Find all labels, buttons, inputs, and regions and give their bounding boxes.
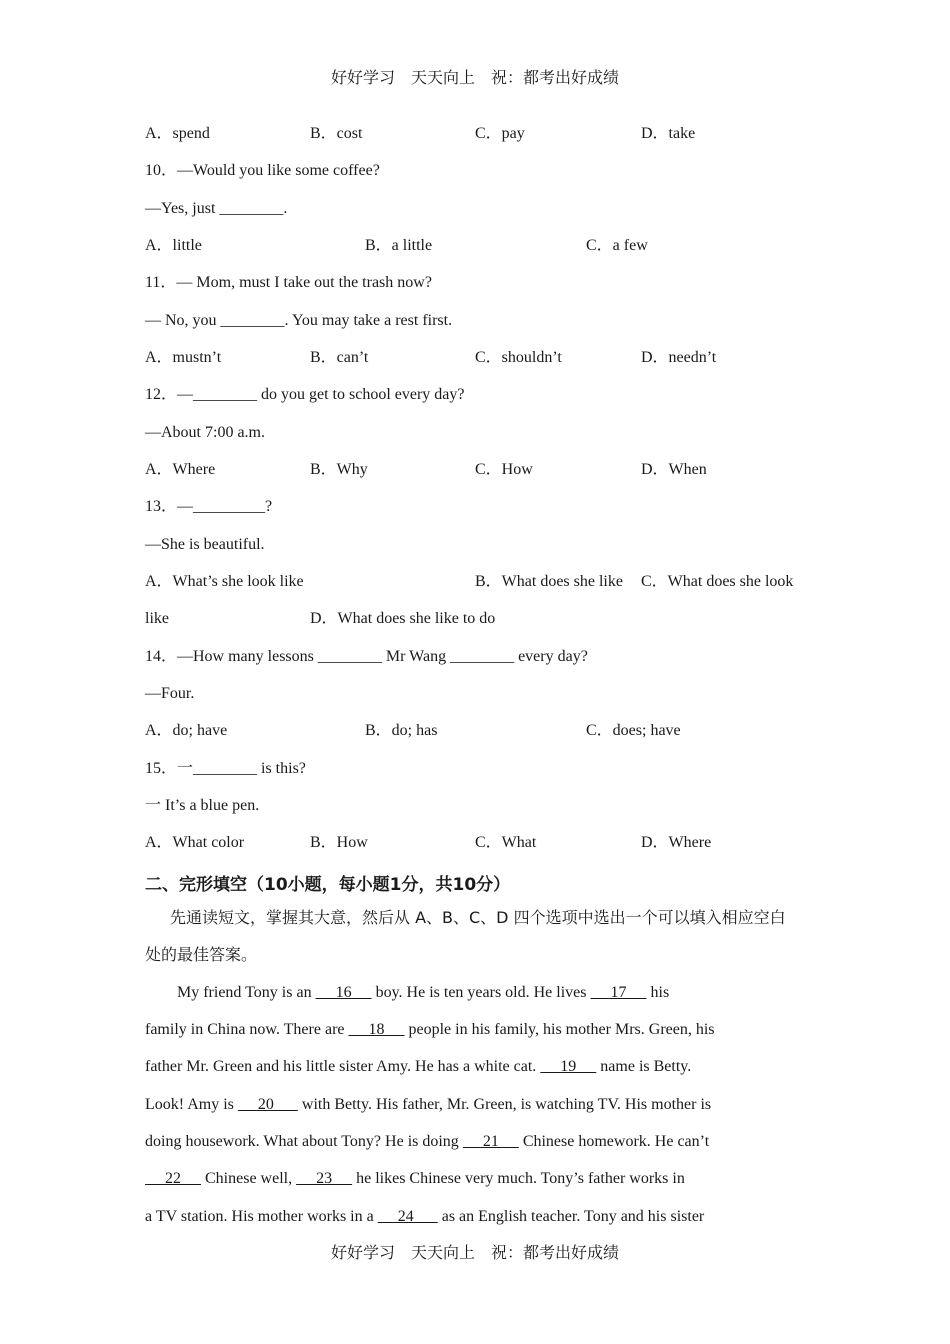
q15-option-a: A．What color [145,834,245,851]
blank-23: 23 [296,1170,353,1187]
q12-stem: 12．—________ do you get to school every day? [145,386,465,403]
q9-option-c: C．pay [475,125,525,142]
q11-stem: 11．— Mom, must I take out the trash now? [145,274,432,291]
passage-line: father Mr. Green and his little sister Amy. He has a white cat. 19 name is Betty. [145,1058,692,1075]
q14-option-a: A．do; have [145,722,228,739]
q13-option-c: C．What does she look [641,573,794,590]
q13-option-c-continued: like [145,610,169,627]
q9-option-a: A．spend [145,125,210,142]
q15-option-d: D．Where [641,834,712,851]
passage-line: 22 Chinese well, 23 he likes Chinese very much. Tony’s father works in [145,1170,685,1187]
q10-option-c: C．a few [586,237,648,254]
q10-stem: 10．—Would you like some coffee? [145,162,380,179]
q11-option-d: D．needn’t [641,349,717,366]
passage-line: a TV station. His mother works in a 24 as an English teacher. Tony and his sister [145,1208,705,1225]
blank-21: 21 [462,1133,519,1150]
passage-line: doing housework. What about Tony? He is doing 21 Chinese homework. He can’t [145,1133,710,1150]
q15-option-c: C．What [475,834,537,851]
passage-line: My friend Tony is an 16 boy. He is ten years old. He lives 17 his [177,984,670,1001]
page-footer: 好好学习 天天向上 祝：都考出好成绩 [330,1243,619,1262]
q13-option-b: B．What does she like [475,573,623,590]
q10-option-a: A．little [145,237,202,254]
passage-line: Look! Amy is 20 with Betty. His father, Mr. Green, is watching TV. His mother is [145,1096,712,1113]
blank-22: 22 [145,1170,201,1187]
q9-option-b: B．cost [310,125,363,142]
q13-stem: 13．—_________? [145,498,273,515]
blank-17: 17 [590,984,647,1001]
page-header: 好好学习 天天向上 祝：都考出好成绩 [330,68,619,87]
q11-option-b: B．can’t [310,349,369,366]
q13-option-a: A．What’s she look like [145,573,304,590]
q12-option-c: C．How [475,461,533,478]
q12-option-b: B．Why [310,461,368,478]
q10-option-b: B．a little [365,237,433,254]
q11-option-a: A．mustn’t [145,349,222,366]
q12-option-a: A．Where [145,461,216,478]
q9-option-d: D．take [641,125,696,142]
blank-18: 18 [348,1021,405,1038]
blank-24: 24 [377,1208,438,1225]
blank-19: 19 [540,1058,597,1075]
q14-stem: 14．—How many lessons ________ Mr Wang ________ every day? [145,648,588,665]
section-title: 二、完形填空（10小题，每小题1分，共10分） [145,875,511,895]
q10-reply: —Yes, just ________. [145,200,288,217]
passage-line: family in China now. There are 18 people in his family, his mother Mrs. Green, his [145,1021,715,1038]
q15-option-b: B．How [310,834,368,851]
q13-option-d: D．What does she like to do [310,610,496,627]
q15-stem: 15．一________ is this? [145,760,306,777]
section-instructions-cont: 处的最佳答案。 [145,945,258,964]
q13-reply: —She is beautiful. [145,536,265,553]
q14-reply: —Four. [145,685,195,702]
q14-option-b: B．do; has [365,722,438,739]
q15-reply: 一 It’s a blue pen. [145,797,260,814]
q12-option-d: D．When [641,461,707,478]
blank-16: 16 [315,984,372,1001]
q11-reply: — No, you ________. You may take a rest first. [145,312,453,329]
q11-option-c: C．shouldn’t [475,349,562,366]
q12-reply: —About 7:00 a.m. [145,424,265,441]
blank-20: 20 [237,1096,298,1113]
q14-option-c: C．does; have [586,722,681,739]
section-instructions: 先通读短文，掌握其大意，然后从 A、B、C、D 四个选项中选出一个可以填入相应空白 [170,908,786,927]
